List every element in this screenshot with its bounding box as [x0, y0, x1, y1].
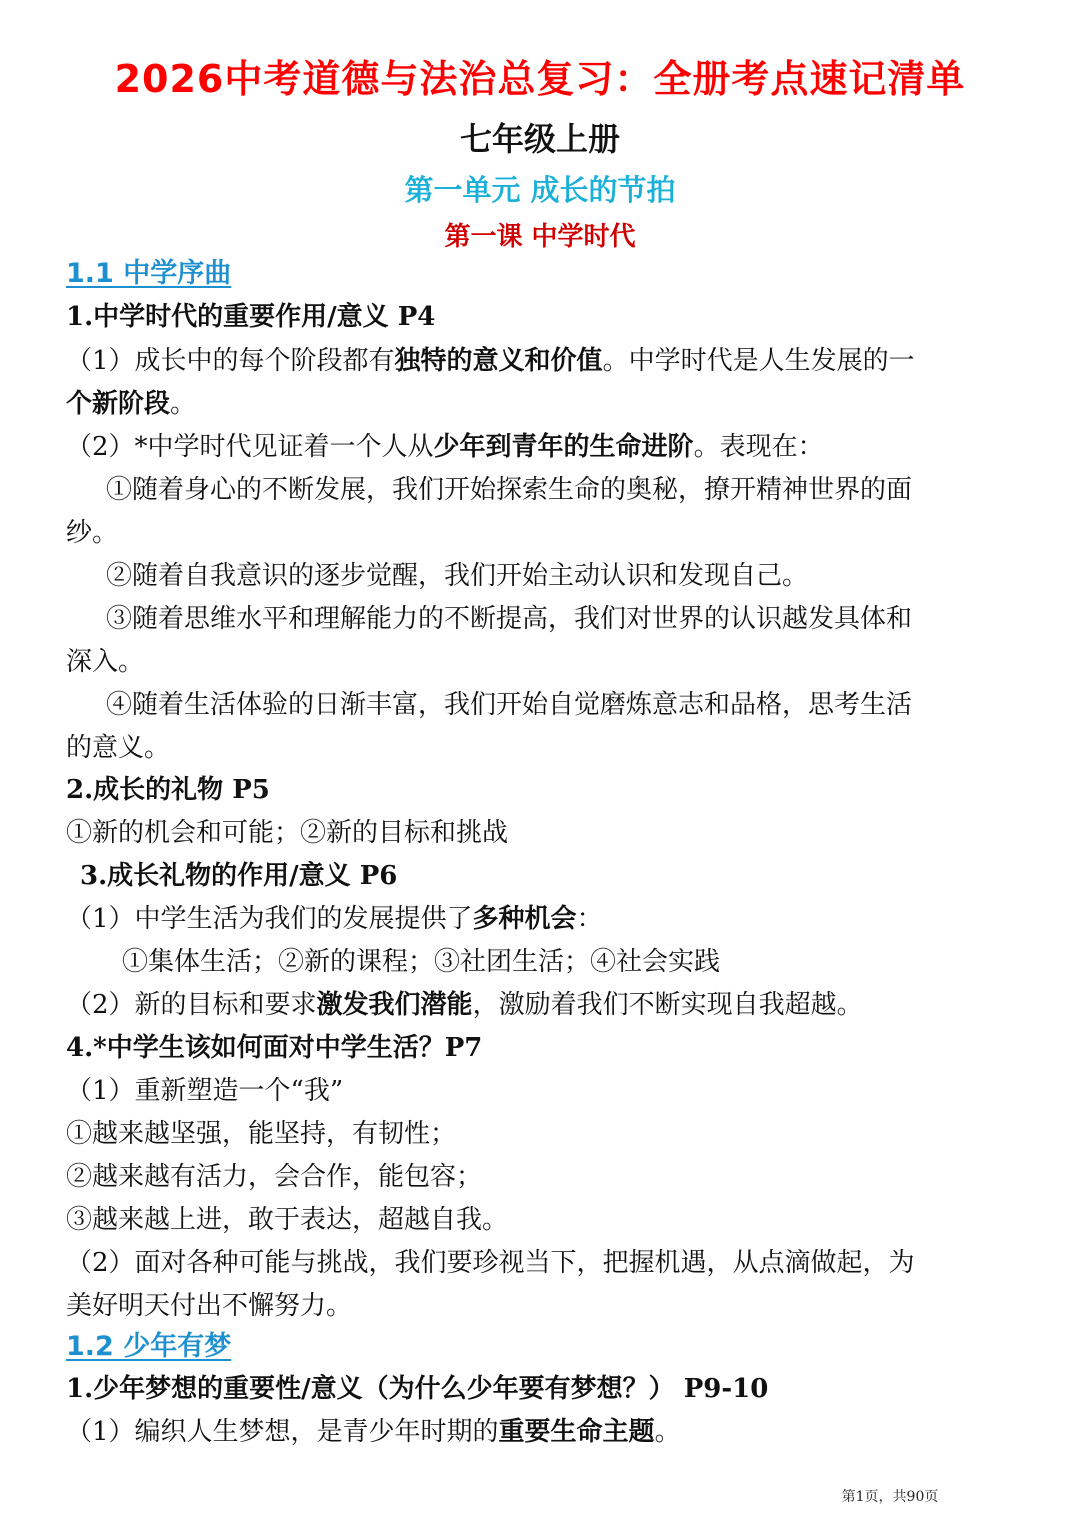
paragraph: [66, 990, 863, 1021]
list-item: ④随着生活体验的日渐丰富，我们开始自觉磨炼意志和品格，思考生活: [106, 690, 913, 720]
text-span: （1）成长中的每个阶段都有: [66, 346, 395, 376]
list-item: ③越来越上进，敢于表达，超越自我。: [66, 1205, 509, 1235]
list-item-continuation: 的意义。: [66, 733, 171, 763]
bold-keyword: 少年到青年的生命进阶: [433, 432, 694, 462]
text-span: ，激励着我们不断实现自我超越。: [472, 990, 863, 1020]
paragraph: [66, 904, 603, 935]
list-item: ①随着身心的不断发展，我们开始探索生命的奥秘，撩开精神世界的面: [106, 475, 913, 505]
paragraph: ①新的机会和可能；②新的目标和挑战: [66, 818, 509, 848]
unit-heading: 第一单元 成长的节拍: [404, 173, 676, 207]
list-item: ②随着自我意识的逐步觉醒，我们开始主动认识和发现自己。: [106, 561, 809, 591]
paragraph: [66, 346, 915, 377]
bold-keyword: 激发我们潜能: [316, 990, 473, 1020]
list-item-continuation: 深入。: [66, 647, 145, 677]
bold-keyword: 个新阶段: [66, 389, 171, 419]
bold-keyword: 重要生命主题: [498, 1417, 655, 1447]
bold-keyword: 多种机会: [472, 904, 577, 934]
text-span: （1）中学生活为我们的发展提供了: [66, 904, 473, 934]
text-span: （1）编织人生梦想，是青少年时期的: [66, 1417, 499, 1447]
lesson-heading: 第一课 中学时代: [444, 222, 636, 252]
section-1-1-heading: 1.1 中学序曲: [66, 258, 232, 289]
text-span: （2）*中学时代见证着一个人从: [66, 432, 434, 462]
list-item: ③随着思维水平和理解能力的不断提高，我们对世界的认识越发具体和: [106, 604, 913, 634]
point-3-heading: 3.成长礼物的作用/意义 P6: [80, 861, 398, 891]
list-item: ①集体生活；②新的课程；③社团生活；④社会实践: [122, 947, 721, 977]
text-span: 。表现在：: [693, 432, 824, 462]
grade-heading: 七年级上册: [459, 120, 620, 158]
page-number-footer: 第1页，共90页: [841, 1489, 939, 1505]
list-item-continuation: 纱。: [66, 518, 119, 548]
text-span: ：: [576, 904, 603, 934]
text-span: （2）新的目标和要求: [66, 990, 317, 1020]
point-1-heading: 1.少年梦想的重要性/意义（为什么少年要有梦想？） P9-10: [66, 1374, 769, 1404]
document-title: 2026中考道德与法治总复习：全册考点速记清单: [114, 57, 966, 101]
paragraph: （1）重新塑造一个“我”: [66, 1076, 344, 1106]
point-4-heading: 4.*中学生该如何面对中学生活？P7: [66, 1033, 483, 1063]
point-1-heading: 1.中学时代的重要作用/意义 P4: [66, 302, 436, 332]
text-span: 。中学时代是人生发展的一: [602, 346, 915, 376]
paragraph: [66, 1417, 681, 1448]
text-span: 。: [654, 1417, 681, 1447]
bold-keyword: 独特的意义和价值: [394, 346, 603, 376]
point-2-heading: 2.成长的礼物 P5: [66, 775, 270, 805]
list-item: ②越来越有活力，会合作，能包容；: [66, 1162, 483, 1192]
list-item: ①越来越坚强，能坚持，有韧性；: [66, 1119, 457, 1149]
paragraph: [66, 389, 196, 420]
section-1-2-heading: 1.2 少年有梦: [66, 1331, 232, 1362]
paragraph-continuation: 美好明天付出不懈努力。: [66, 1291, 353, 1321]
text-span: 。: [170, 389, 197, 419]
paragraph: （2）面对各种可能与挑战，我们要珍视当下，把握机遇，从点滴做起，为: [66, 1248, 915, 1278]
paragraph: [66, 432, 824, 463]
